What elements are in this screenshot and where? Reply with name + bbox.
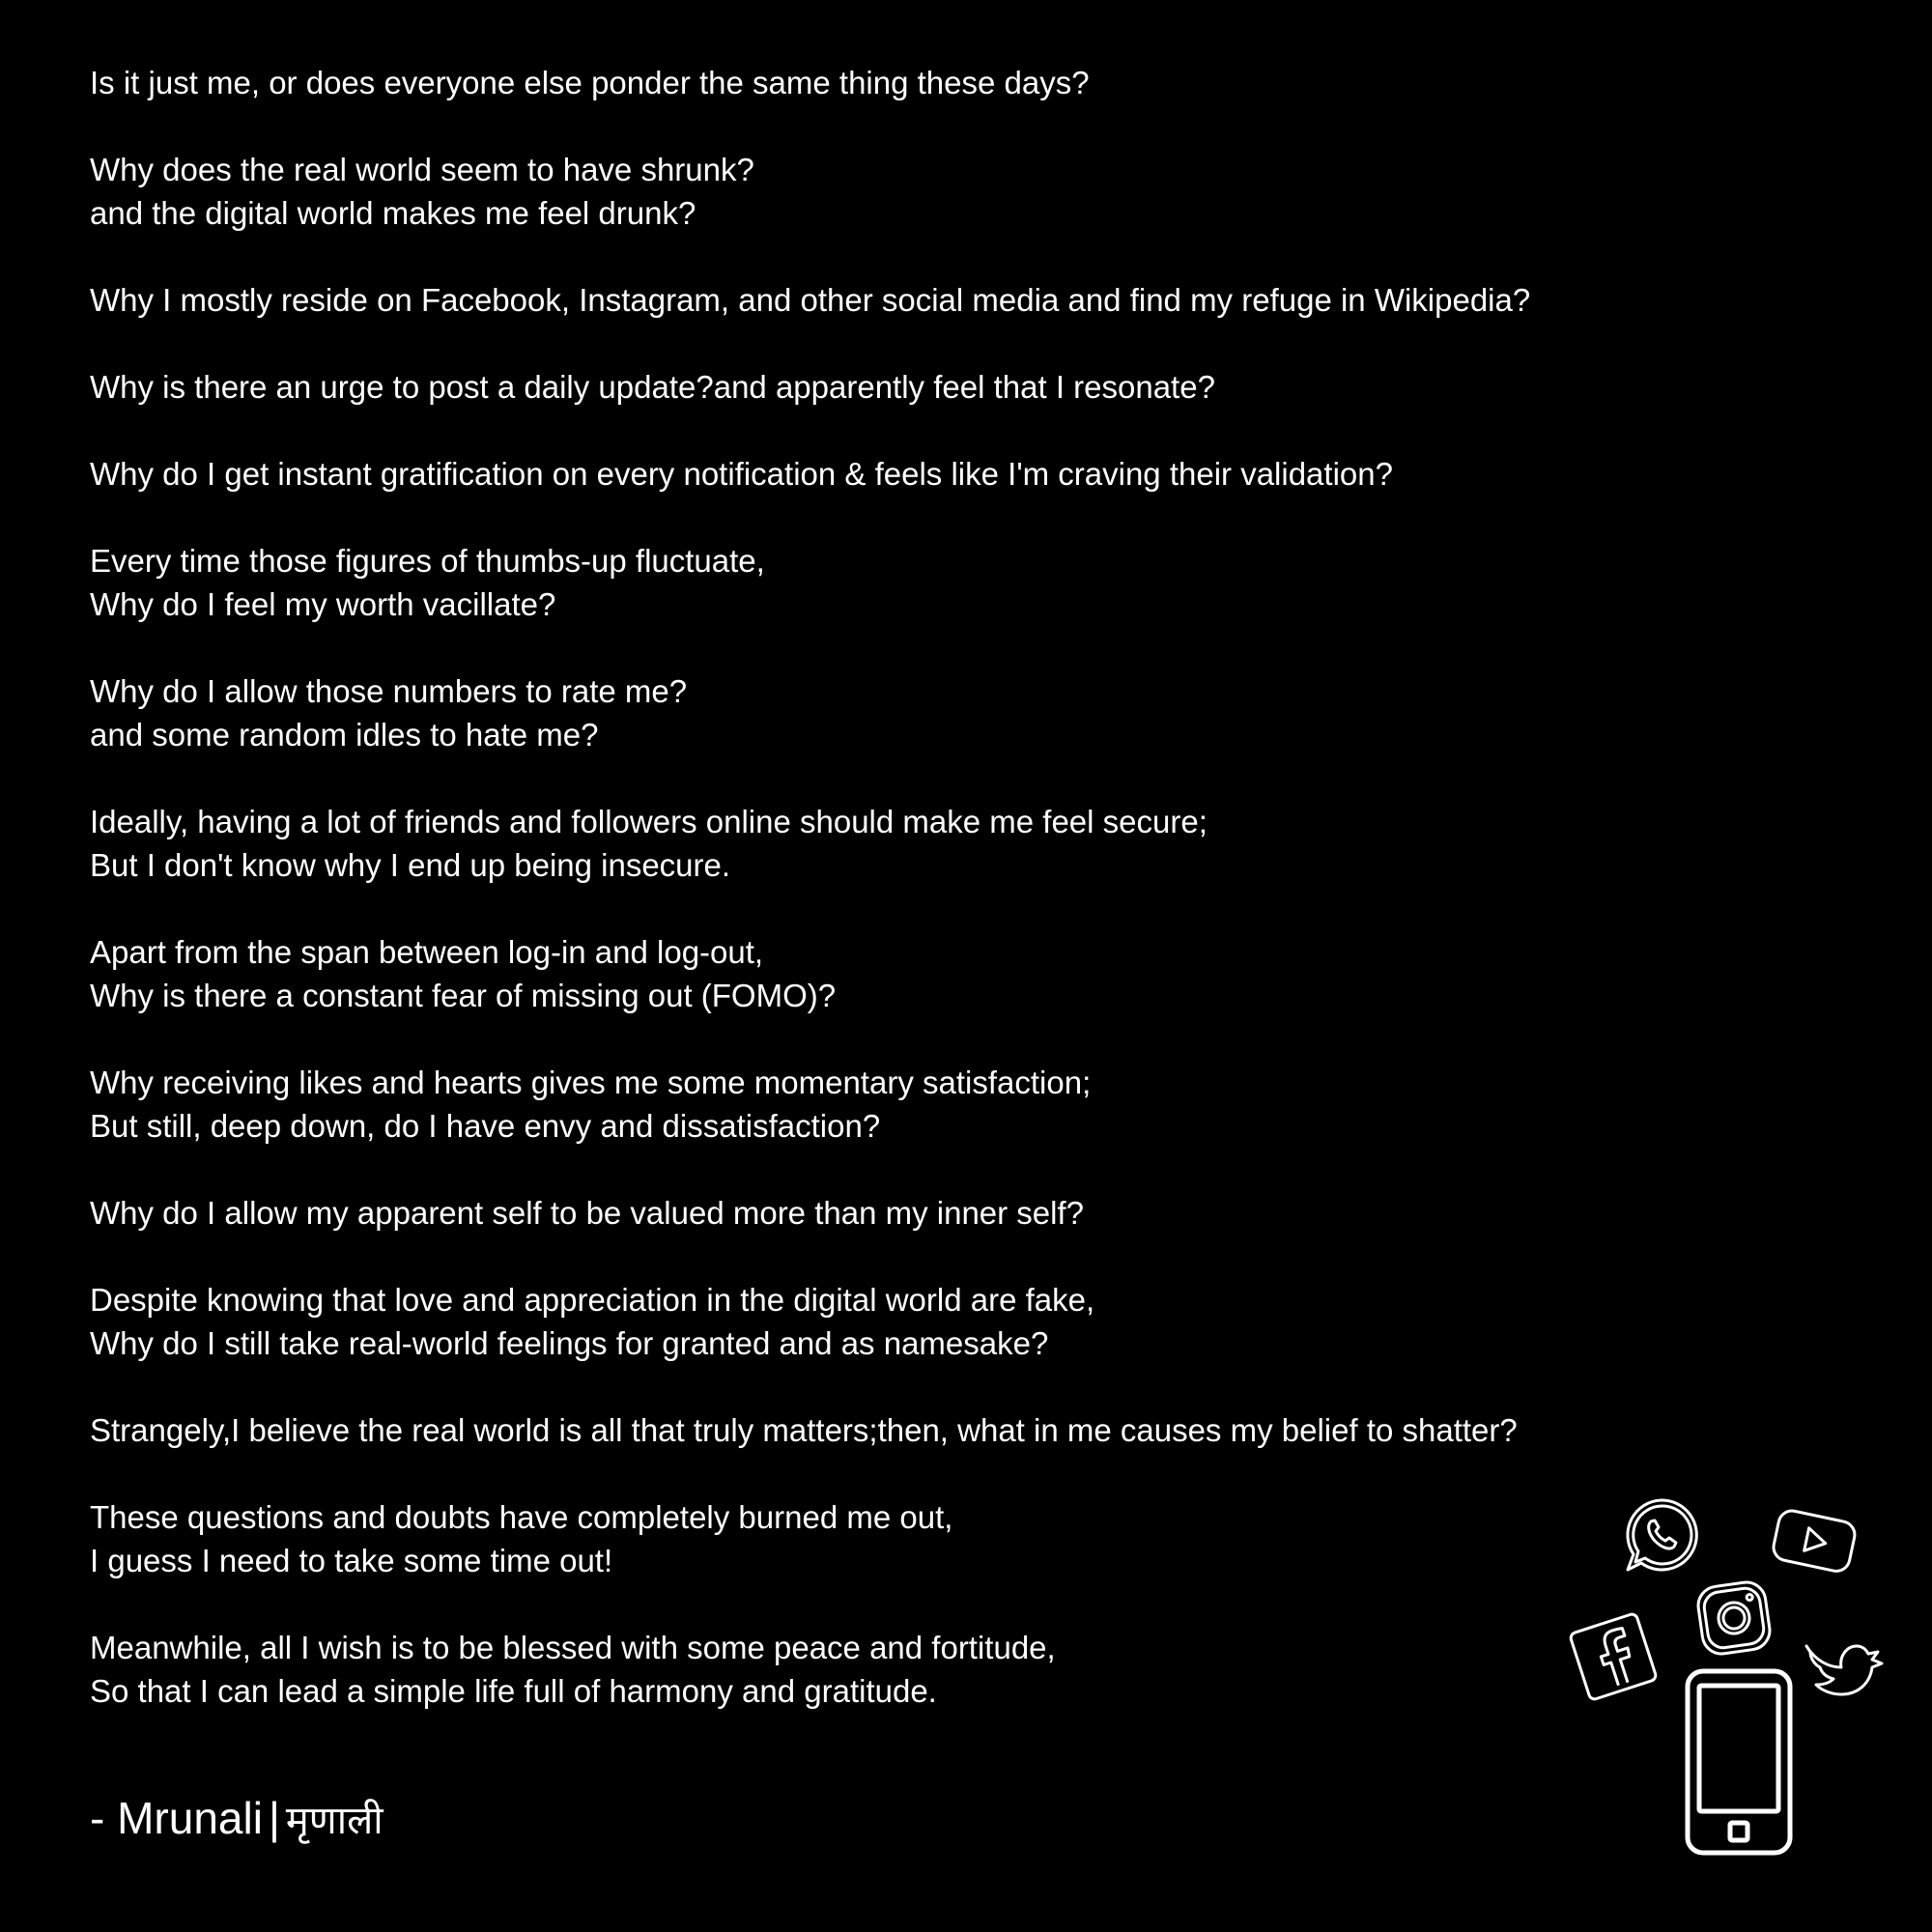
stanza [90,1061,1751,1148]
poem-line: Why receiving likes and hearts gives me some momentary satisfaction; [90,1065,1092,1100]
stanza [90,61,1751,104]
author-name: - Mrunali [90,1793,263,1843]
signature-separator: | [268,1793,280,1843]
poem-line: Is it just me, or does everyone else ponder the same thing these days? [90,65,1090,100]
poem-line: Meanwhile, all I wish is to be blessed with some peace and fortitude, [90,1630,1056,1665]
poem-line: Why do I allow those numbers to rate me? [90,673,688,709]
poem-line: and some random idles to hate me? [90,717,599,753]
poem-line: Why is there a constant fear of missing out (FOMO)? [90,978,837,1013]
author-name-devanagari: मृणाली [285,1799,384,1843]
poem-line: Why do I get instant gratification on every notification & feels like I'm craving their validation? [90,456,1393,492]
stanza [90,1626,1751,1713]
smartphone-icon [1681,1666,1797,1860]
stanza [90,278,1751,322]
whatsapp-icon [1618,1492,1705,1579]
poem-line: Despite knowing that love and appreciation in the digital world are fake, [90,1282,1095,1318]
poem-line: Why does the real world seem to have shrunk? [90,152,754,187]
instagram-icon [1690,1575,1777,1662]
poem-line: I guess I need to take some time out! [90,1543,613,1578]
poem-line: So that I can lead a simple life full of harmony and gratitude. [90,1673,937,1709]
stanza [90,930,1751,1017]
poem-line: Why do I still take real-world feelings for granted and as namesake? [90,1325,1049,1361]
poem-line: Why do I allow my apparent self to be valued more than my inner self? [90,1195,1085,1231]
poem-line: Why is there an urge to post a daily update?and apparently feel that I resonate? [90,369,1215,405]
poem-body [90,61,1751,1756]
stanza [90,365,1751,409]
stanza [90,1278,1751,1365]
stanza [90,1191,1751,1235]
poem-line: Strangely,I believe the real world is all that truly matters;then, what in me causes my belief to shatter? [90,1412,1518,1448]
stanza [90,1408,1751,1452]
poem-line: Ideally, having a lot of friends and followers online should make me feel secure; [90,804,1208,839]
stanza [90,148,1751,235]
twitter-icon [1797,1623,1889,1705]
poem-line: But I don't know why I end up being insecure. [90,847,731,883]
poem-line: Why do I feel my worth vacillate? [90,586,556,622]
stanza [90,669,1751,756]
facebook-icon [1565,1608,1662,1705]
stanza [90,800,1751,887]
poem-line: These questions and doubts have completely burned me out, [90,1499,953,1535]
stanza [90,452,1751,496]
poem-line: Every time those figures of thumbs-up fluctuate, [90,543,765,579]
stanza [90,1495,1751,1582]
poem-line: Why I mostly reside on Facebook, Instagram, and other social media and find my refuge in Wikipedia? [90,282,1531,318]
youtube-icon [1768,1502,1860,1579]
poem-line: Apart from the span between log-in and log-out, [90,934,764,970]
author-signature [90,1791,384,1848]
poem-line: and the digital world makes me feel drunk? [90,195,696,231]
social-media-illustration [1565,1478,1893,1864]
stanza [90,539,1751,626]
poem-line: But still, deep down, do I have envy and dissatisfaction? [90,1108,881,1144]
